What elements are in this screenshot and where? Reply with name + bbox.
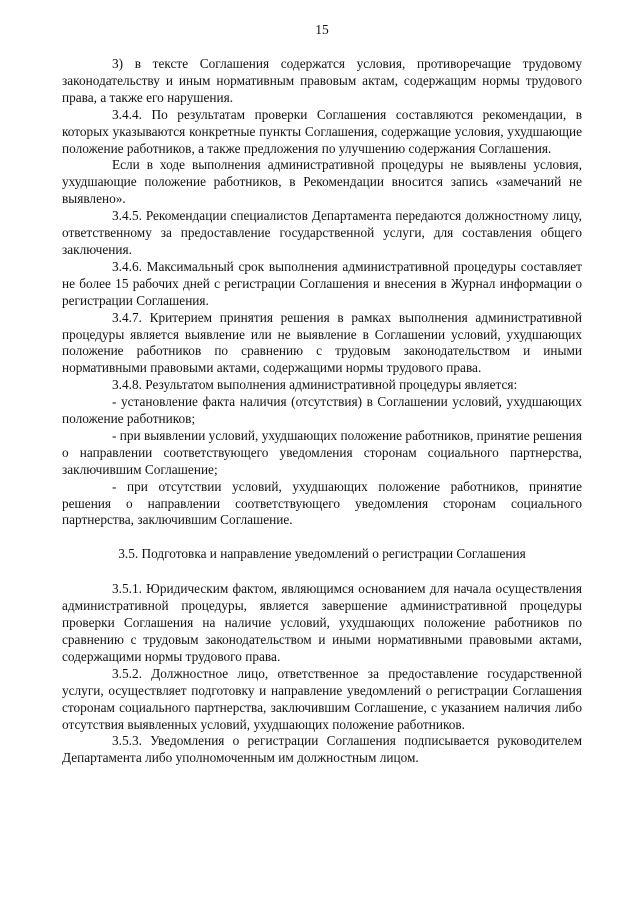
- list-item-result-2: - при выявлении условий, ухудшающих положение работников, принятие решения о направлении соответствующего уведомления сторонам социального партнерства, заключившим Соглашение;: [62, 427, 582, 477]
- document-body: [62, 56, 582, 767]
- paragraph-3-4-6: 3.4.6. Максимальный срок выполнения административной процедуры составляет не более 15 рабочих дней с регистрации Соглашения и внесения в Журнал информации о регистрации Соглашения.: [62, 258, 582, 308]
- paragraph-3-5-2: 3.5.2. Должностное лицо, ответственное за предоставление государственной услуги, осуществляет подготовку и направление уведомлений о регистрации Соглашения сторонам социального партнерства, заключившим Соглашение, с указанием наличия либо отсутствия выявленных условий, ухудшающих положение работников.: [62, 665, 582, 732]
- paragraph-3-4-3-item-3: 3) в тексте Соглашения содержатся условия, противоречащие трудовому законодательству и иным нормативным правовым актам, содержащим нормы трудового права, а также его нарушения.: [62, 56, 582, 105]
- list-item-result-1: - установление факта наличия (отсутствия) в Соглашении условий, ухудшающих положение работников;: [62, 394, 582, 427]
- paragraph-3-5-1: 3.5.1. Юридическим фактом, являющимся основанием для начала осуществления административной процедуры, является завершение административной процедуры проверки Соглашения на наличие условий, ухудшающих положение работников по сравнению с трудовым законодательством и иными нормативными правовыми актами, содержащими нормы трудового права.: [62, 581, 582, 664]
- paragraph-3-4-5: 3.4.5. Рекомендации специалистов Департамента передаются должностному лицу, ответственному за предоставление государственной услуги, для составления общего заключения.: [62, 208, 582, 257]
- paragraph-3-4-4: 3.4.4. По результатам проверки Соглашения составляются рекомендации, в которых указываются конкретные пункты Соглашения, содержащие условия, ухудшающие положение работников, а также предложения по улучшению содержания Соглашения.: [62, 106, 582, 156]
- paragraph-3-4-7: 3.4.7. Критерием принятия решения в рамках выполнения административной процедуры является выявление или не выявление в Соглашении условий, ухудшающих положение работников по сравнению с трудовым законодательством и иными нормативными правовыми актами, содержащими нормы трудового права.: [62, 309, 582, 376]
- page-number: 15: [315, 22, 329, 37]
- list-item-result-3: - при отсутствии условий, ухудшающих положение работников, принятие решения о направлении соответствующего уведомления сторонам социального партнерства, заключившим Соглашение.: [62, 478, 582, 528]
- section-heading-3-5: 3.5. Подготовка и направление уведомлений о регистрации Соглашения: [118, 546, 526, 562]
- paragraph-3-5-3: 3.5.3. Уведомления о регистрации Соглашения подписывается руководителем Департамента либо уполномоченным им должностным лицом.: [62, 733, 582, 766]
- paragraph-no-violations: Если в ходе выполнения административной процедуры не выявлены условия, ухудшающие положение работников, в Рекомендации вносится запись «замечаний не выявлено».: [62, 157, 582, 207]
- paragraph-3-4-8: 3.4.8. Результатом выполнения административной процедуры является:: [112, 377, 518, 393]
